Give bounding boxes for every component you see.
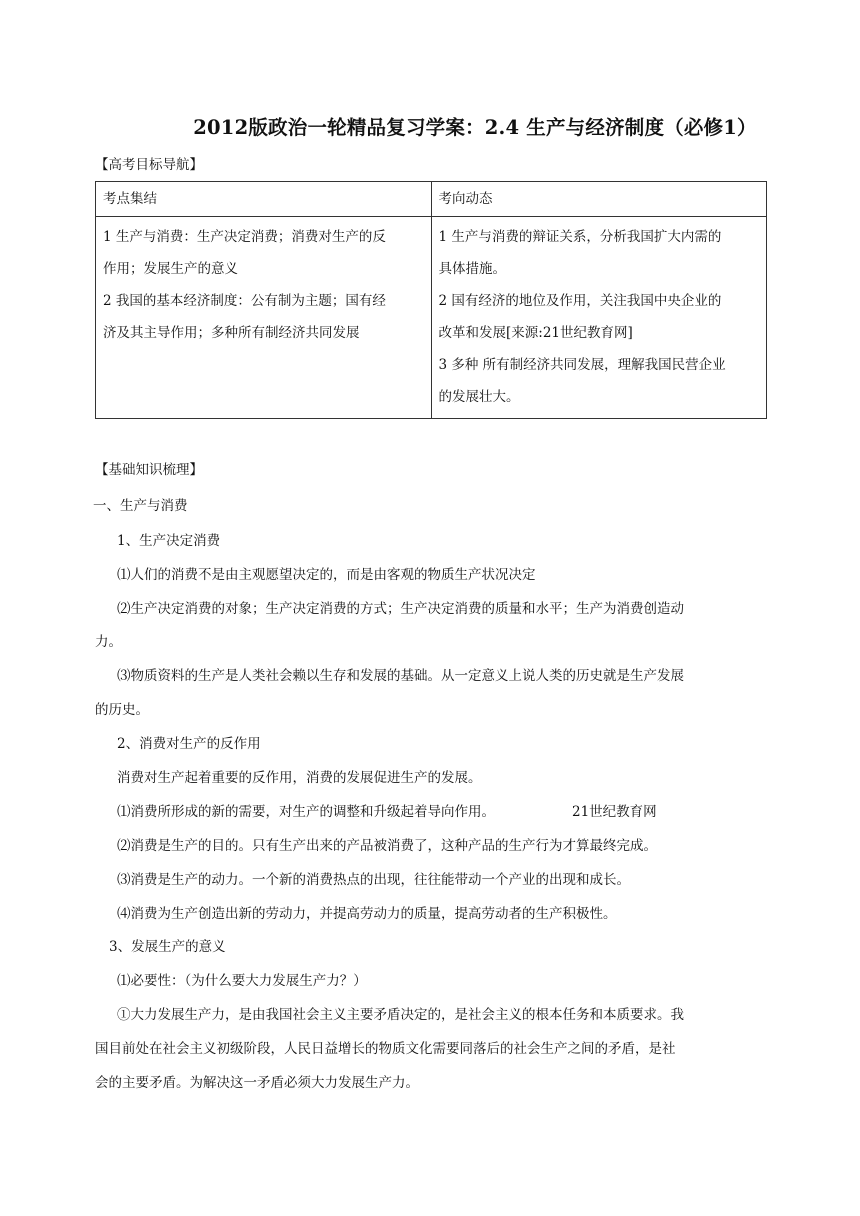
section-heading-basics: 【基础知识梳理】: [95, 462, 203, 478]
cell-line: 2 我国的基本经济制度：公有制为主题；国有经: [103, 293, 386, 309]
paragraph: ⑵消费是生产的目的。只有生产出来的产品被消费了，这种产品的生产行为才算最终完成。: [117, 838, 657, 854]
table-cell-key-points: [96, 217, 432, 419]
paragraph-continuation: 会的主要矛盾。为解决这一矛盾必须大力发展生产力。: [95, 1075, 419, 1091]
paragraph: ⑶物质资料的生产是人类社会赖以生存和发展的基础。从一定意义上说人类的历史就是生产发展: [117, 668, 684, 684]
paragraph-continuation: 的历史。: [95, 702, 149, 718]
table-header-cell: 考向动态: [431, 182, 767, 217]
cell-line: 2 国有经济的地位及作用，关注我国中央企业的: [438, 293, 722, 309]
cell-line: 济及其主导作用；多种所有制经济共同发展: [103, 325, 360, 341]
document-title: 2012版政治一轮精品复习学案：2.4 生产与经济制度（必修1）: [193, 116, 757, 139]
heading-level-1: 一、生产与消费: [93, 498, 188, 514]
table-header-cell: 考点集结: [96, 182, 432, 217]
heading-level-2: 1、生产决定消费: [117, 533, 221, 549]
paragraph: ⑷消费为生产创造出新的劳动力，并提高劳动力的质量，提高劳动者的生产积极性。: [117, 906, 617, 922]
paragraph: ①大力发展生产力，是由我国社会主义主要矛盾决定的，是社会主义的根本任务和本质要求。我: [117, 1007, 684, 1023]
section-heading-exam-navigation: 【高考目标导航】: [95, 157, 203, 173]
cell-line: 3 多种 所有制经济共同发展，理解我国民营企业: [438, 357, 726, 373]
table-cell-trends: [431, 217, 767, 419]
paragraph: ⑴人们的消费不是由主观愿望决定的，而是由客观的物质生产状况决定: [117, 567, 536, 583]
cell-line: 1 生产与消费的辩证关系，分析我国扩大内需的: [438, 229, 722, 245]
paragraph: ⑴必要性：（为什么要大力发展生产力？）: [117, 973, 367, 989]
exam-target-table: [95, 181, 767, 419]
paragraph-text: ⑴消费所形成的新的需要，对生产的调整和升级起着导向作用。: [117, 804, 495, 820]
paragraph: ⑵生产决定消费的对象；生产决定消费的方式；生产决定消费的质量和水平；生产为消费创造动: [117, 601, 684, 617]
table-row: [96, 217, 767, 419]
paragraph: 消费对生产起着重要的反作用，消费的发展促进生产的发展。: [117, 770, 482, 786]
cell-line: 的发展壮大。: [438, 389, 520, 405]
paragraph-continuation: 国目前处在社会主义初级阶段，人民日益增长的物质文化需要同落后的社会生产之间的矛盾，是社: [95, 1041, 676, 1057]
heading-level-2: 3、发展生产的意义: [109, 939, 226, 955]
cell-line: 作用；发展生产的意义: [103, 261, 238, 277]
cell-line: 改革和发展[来源:21世纪教育网]: [438, 325, 633, 341]
source-watermark: 21世纪教育网: [572, 804, 657, 820]
paragraph: [117, 800, 787, 820]
table-header-row: [96, 182, 767, 217]
cell-line: 具体措施。: [438, 261, 506, 277]
cell-line: 1 生产与消费：生产决定消费；消费对生产的反: [103, 229, 386, 245]
paragraph: ⑶消费是生产的动力。一个新的消费热点的出现，往往能带动一个产业的出现和成长。: [117, 872, 630, 888]
paragraph-continuation: 力。: [95, 634, 122, 650]
heading-level-2: 2、消费对生产的反作用: [117, 736, 261, 752]
